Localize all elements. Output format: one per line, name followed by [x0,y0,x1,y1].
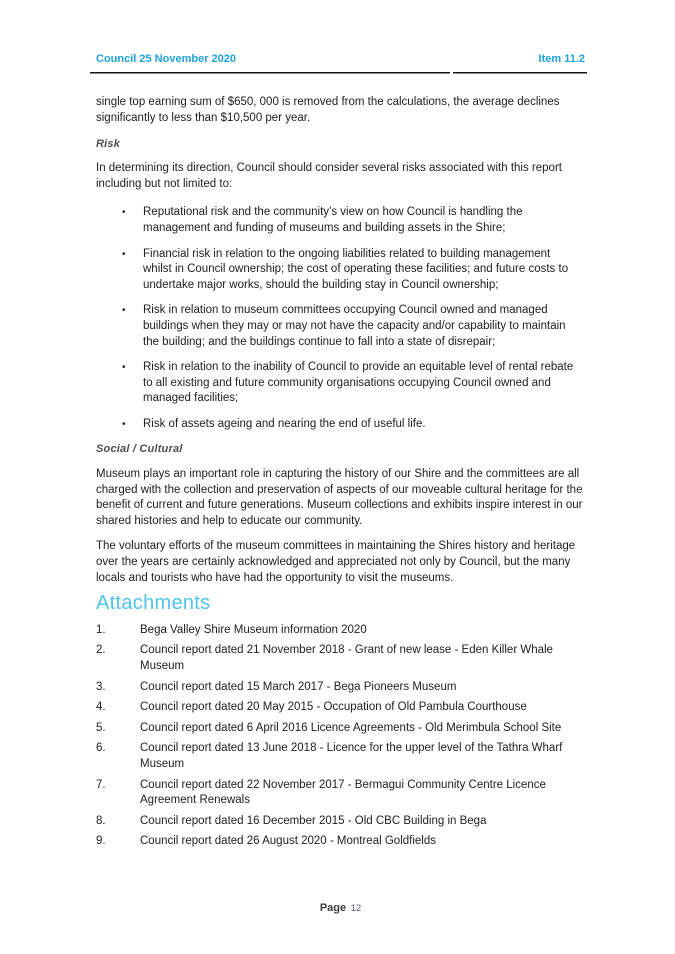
social-paragraph: The voluntary efforts of the museum committees in maintaining the Shires history and heritage over the years are certainly acknowledged and appreciated not only by Council, but the many locals and tourists who have had the opportunity to visit the museums. [96,540,576,584]
header-rule-segment [453,72,587,74]
social-cultural-heading: Social / Cultural [96,443,183,456]
attachment-text: Council report dated 13 June 2018 - Licence for the upper level of the Tathra Wharf Museum [140,742,563,770]
document-body [96,95,585,850]
bullet-icon: • [122,248,126,260]
attachment-text: Council report dated 15 March 2017 - Bega Pioneers Museum [140,680,457,693]
bullet-text: Risk in relation to the inability of Council to provide an equitable level of rental rebate to all existing and future community organisations occupying Council owned and managed facilities; [143,361,574,405]
attachments-heading: Attachments [96,592,211,615]
attachment-item [96,700,585,716]
header-title: Council 25 November 2020 [96,53,237,65]
header-rule-segment [90,72,450,74]
attachment-number: 5. [96,721,106,734]
attachment-number: 6. [96,742,106,755]
attachment-item [96,741,585,772]
bullet-text: Risk of assets ageing and nearing the end of useful life. [143,417,426,430]
attachment-item [96,814,585,830]
risk-lead-paragraph: In determining its direction, Council should consider several risks associated with this report including but not limited to: [96,162,562,190]
attachment-number: 9. [96,835,106,848]
page-footer-number: 12 [350,903,362,914]
intro-paragraph: single top earning sum of $650, 000 is removed from the calculations, the average declines significantly to less than $10,500 per year. [96,96,560,124]
attachment-item [96,680,585,696]
attachment-text: Council report dated 20 May 2015 - Occupation of Old Pambula Courthouse [140,701,527,714]
list-item [96,205,585,236]
page-footer-label: Page [319,902,347,914]
bullet-icon: • [122,305,126,317]
attachment-number: 3. [96,680,106,693]
attachment-item [96,643,585,674]
page-footer [96,898,585,916]
attachment-item [96,721,585,737]
list-item [96,247,585,294]
page-header [96,53,585,65]
attachment-item [96,623,585,639]
attachment-text: Bega Valley Shire Museum information 2020 [140,623,367,636]
risk-heading: Risk [96,137,121,150]
bullet-text: Risk in relation to museum committees occupying Council owned and managed buildings when they may or may not have the capacity and/or capability to maintain the building; and the buildings continue to fall into a state of disrepair; [143,304,566,348]
header-rule [90,72,587,74]
attachment-text: Council report dated 22 November 2017 - Bermagui Community Centre Licence Agreement Renewals [140,778,546,807]
attachment-number: 2. [96,644,106,657]
attachment-number: 1. [96,623,106,636]
bullet-icon: • [122,207,126,219]
list-item [96,417,585,433]
attachment-item [96,778,585,809]
bullet-icon: • [122,418,126,430]
attachment-number: 4. [96,701,106,714]
list-item [96,303,585,350]
bullet-text: Financial risk in relation to the ongoing liabilities related to building management whilst in Council ownership; the cost of operating these facilities; and future costs to undertake major works, should the building stay in Council ownership; [143,247,569,291]
risk-bullet-list [96,205,585,432]
attachment-text: Council report dated 26 August 2020 - Montreal Goldfields [140,835,436,848]
social-paragraph: Museum plays an important role in capturing the history of our Shire and the committees are all charged with the collection and preservation of aspects of our moveable cultural heritage for the benefit of current and future generations. Museum collections and exhibits inspire interest in our shared histories and help to educate our community. [96,468,583,527]
attachment-text: Council report dated 16 December 2015 - Old CBC Building in Bega [140,814,487,827]
attachment-number: 7. [96,778,106,791]
attachment-item [96,834,585,850]
list-item [96,360,585,407]
attachment-number: 8. [96,814,106,827]
attachments-list [96,623,585,850]
header-item-number: Item 11.2 [538,53,585,65]
bullet-icon: • [122,362,126,374]
attachment-text: Council report dated 21 November 2018 - Grant of new lease - Eden Killer Whale Museum [140,644,553,673]
bullet-text: Reputational risk and the community’s view on how Council is handling the management and funding of museums and building assets in the Shire; [143,206,523,234]
attachment-text: Council report dated 6 April 2016 Licence Agreements - Old Merimbula School Site [140,721,562,734]
